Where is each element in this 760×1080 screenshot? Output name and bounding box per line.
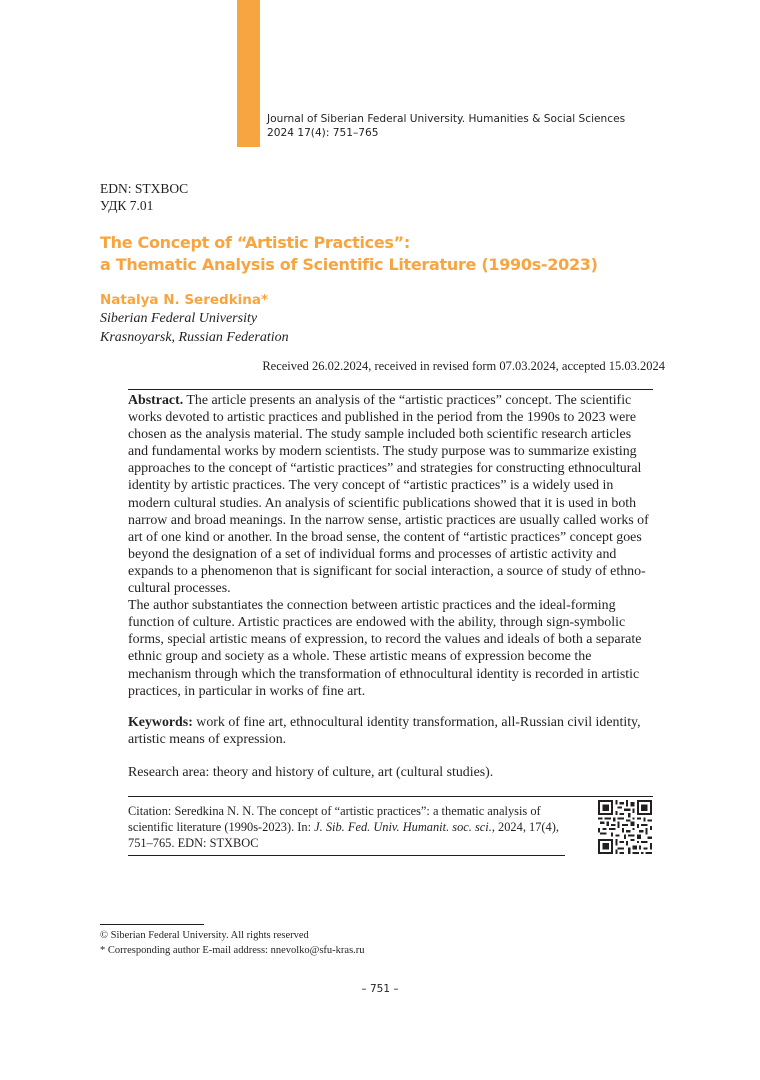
- abstract-block: [128, 392, 653, 700]
- author-name: Natalya N. Seredkina*: [100, 292, 269, 308]
- journal-name: Journal of Siberian Federal University. Humanities & Social Sciences: [267, 113, 626, 125]
- abstract-text-1: The article presents an analysis of the “artistic practices” concept. The scientific works devoted to artistic practices and published in the period from the 1990s to 2023 were chosen as the analysis material. The study sample included both scientific research articles and fundamental works by modern scientists. The study purpose was to summarize existing approaches to the concept of “artistic practices” and strategies for constructing ethnocultural identity by artistic practices. The very concept of “artistic practices” is a widely used in modern cultural studies. An analysis of scientific publications showed that it is used in both narrow and broad meanings. In the narrow sense, artistic practices are usually called works of art of one kind or another. In the broad sense, the content of “artistic practices” concept goes beyond the designation of a set of individual forms and processes of artistic activity and expands to a phenomenon that is significant for social interaction, a source of study of ethno-cultural processes.: [128, 393, 649, 597]
- received-dates: Received 26.02.2024, received in revised form 07.03.2024, accepted 15.03.2024: [262, 359, 665, 373]
- footnotes: [100, 928, 365, 958]
- article-title: [100, 232, 598, 276]
- udk-code: УДК 7.01: [100, 198, 154, 213]
- keywords-label: Keywords:: [128, 715, 193, 730]
- identifiers: [100, 180, 188, 214]
- copyright-note: © Siberian Federal University. All rights reserved: [100, 930, 309, 941]
- journal-issue: 2024 17(4): 751–765: [267, 126, 379, 139]
- citation-bottom-rule: [128, 855, 565, 856]
- title-line-2: a Thematic Analysis of Scientific Literature (1990s-2023): [100, 255, 598, 274]
- citation-prefix: Citation: Seredkina N. N. The concept of “artistic practices”: a thematic analysis of scientific literature (1990s-2023). In:: [128, 804, 541, 835]
- author-affiliation: [100, 310, 289, 347]
- affiliation-location: Krasnoyarsk, Russian Federation: [100, 329, 289, 345]
- citation-block: [128, 803, 568, 852]
- citation-suffix: , 2024, 17(4), 751–765. EDN: STXBOC: [128, 820, 559, 851]
- header-accent-bar: [237, 0, 260, 147]
- edn-code: EDN: STXBOC: [100, 181, 189, 196]
- abstract-paragraph-1: [128, 392, 653, 597]
- keywords-block: [128, 714, 653, 748]
- page-number: – 751 –: [361, 983, 399, 995]
- abstract-paragraph-2: The author substantiates the connection between artistic practices and the ideal-forming function of culture. Artistic practices are endowed with the ability, through sign-symbolic forms, special artistic means of expression, to record the values and ideals of both a separate ethnic group and society as a whole. These artistic means of expression become the mechanism through which the transformation of ethnocultural identity is recorded in artistic practices, in particular in works of fine art.: [128, 598, 642, 699]
- citation-top-rule: [128, 796, 653, 797]
- footnote-rule: [100, 924, 204, 925]
- qr-code-icon: [598, 800, 652, 854]
- abstract-label: Abstract.: [128, 393, 184, 408]
- affiliation-university: Siberian Federal University: [100, 311, 258, 326]
- title-line-1: The Concept of “Artistic Practices”:: [100, 233, 410, 252]
- citation-journal: J. Sib. Fed. Univ. Humanit. soc. sci.: [314, 820, 492, 835]
- corresponding-author-note: * Corresponding author E-mail address: nnevolko@sfu-kras.ru: [100, 945, 365, 956]
- journal-header: [267, 113, 625, 140]
- abstract-top-rule: [128, 389, 653, 390]
- keywords-text: work of fine art, ethnocultural identity transformation, all-Russian civil identity, artistic means of expression.: [128, 715, 641, 748]
- research-area: Research area: theory and history of culture, art (cultural studies).: [128, 765, 494, 780]
